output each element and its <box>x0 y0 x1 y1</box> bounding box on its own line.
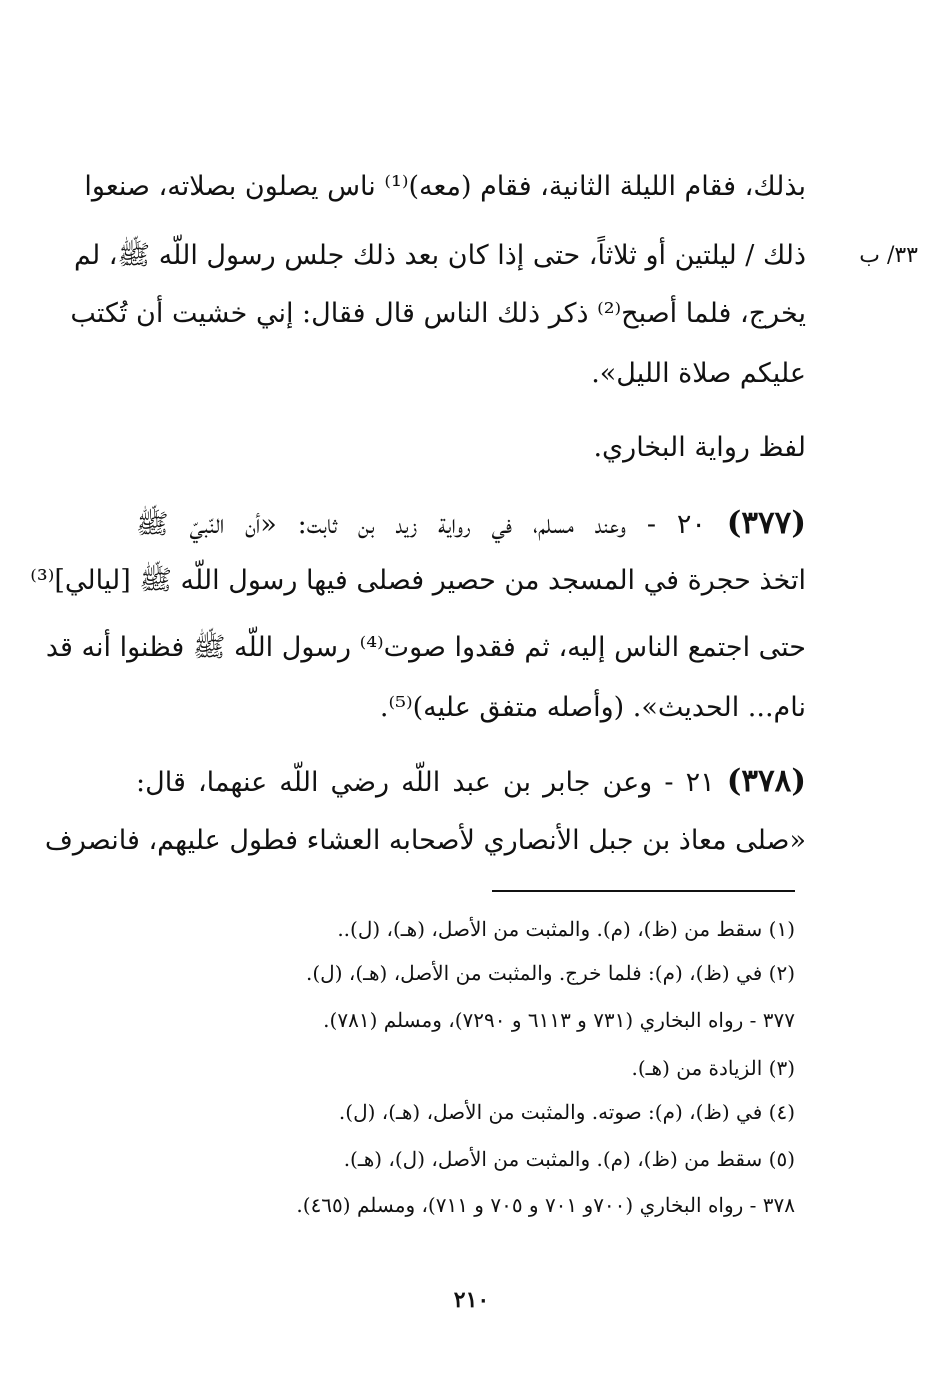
footnote: (٤) في (ظ)، (م): صوته. والمثبت من الأصل، (هـ)، (ل). <box>338 1100 795 1124</box>
hadith-text: ٢١ - وعن جابر بن عبد اللّه رضي اللّه عنهما، قال: <box>136 767 715 798</box>
hadith-378-first-line <box>136 756 806 806</box>
footnote: (١) سقط من (ظ)، (م). والمثبت من الأصل، (هـ)، (ل).. <box>337 917 795 941</box>
footnote: (٢) في (ظ)، (م): فلما خرج. والمثبت من الأصل، (هـ)، (ل). <box>306 961 795 985</box>
footnote-divider <box>492 890 795 892</box>
footnote: (٥) سقط من (ظ)، (م). والمثبت من الأصل، (ل)، (هـ). <box>343 1147 795 1171</box>
manuscript-folio-note: ٣٣/ ب <box>859 243 918 268</box>
hadith-number: (٣٧٨) <box>726 763 806 799</box>
text-line: عليكم صلاة الليل». <box>591 358 806 389</box>
hadith-377-first-line <box>136 498 806 548</box>
text-line: حتى اجتمع الناس إليه، ثم فقدوا صوت⁽⁴⁾ رسول اللّه ﷺ فظنوا أنه قد <box>45 632 806 663</box>
text-line: نام... الحديث». (وأصله متفق عليه)⁽⁵⁾. <box>379 692 806 723</box>
text-line: ذلك / ليلتين أو ثلاثاً، حتى إذا كان بعد ذلك جلس رسول اللّه ﷺ، لم <box>74 240 806 271</box>
text-line: لفظ رواية البخاري. <box>593 432 806 463</box>
text-line: «صلى معاذ بن جبل الأنصاري لأصحابه العشاء فطول عليهم، فانصرف <box>44 825 806 856</box>
footnote: (٣) الزيادة من (هـ). <box>631 1056 795 1080</box>
hadith-number: (٣٧٧) <box>726 505 806 541</box>
footnote: ٣٧٧ - رواه البخاري (٧٣١ و ٦١١٣ و ٧٢٩٠)، ومسلم (٧٨١). <box>323 1008 795 1032</box>
page-number: ٢١٠ <box>453 1287 490 1313</box>
hadith-text: ٢٠ - وعند مسلم، في رواية زيد بن ثابت: «أن النّبيّ ﷺ <box>136 509 706 540</box>
text-line: بذلك، فقام الليلة الثانية، فقام (معه)⁽¹⁾ ناس يصلون بصلاته، صنعوا <box>84 171 806 202</box>
text-line: يخرج، فلما أصبح⁽²⁾ ذكر ذلك الناس قال فقال: إني خشيت أن تُكتب <box>70 298 806 329</box>
text-line: اتخذ حجرة في المسجد من حصير فصلى فيها رسول اللّه ﷺ [ليالي]⁽³⁾ <box>30 565 806 596</box>
footnote: ٣٧٨ - رواه البخاري (٧٠٠و ٧٠١ و ٧٠٥ و ٧١١)، ومسلم (٤٦٥). <box>296 1193 795 1217</box>
